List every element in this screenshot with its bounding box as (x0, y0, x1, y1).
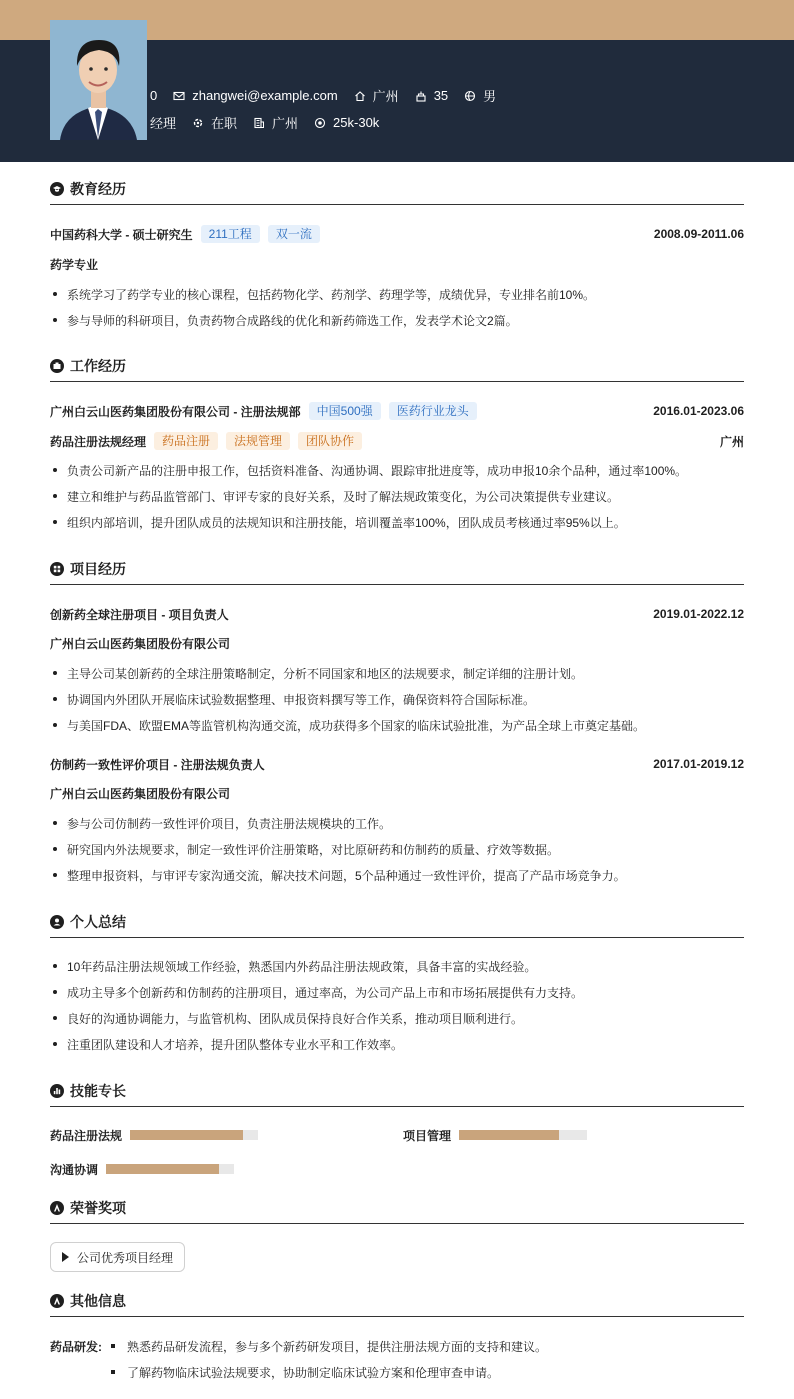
honors-section-title: 荣誉奖项 (50, 1199, 744, 1224)
work-city-value: 广州 (272, 116, 299, 131)
briefcase-icon (50, 359, 64, 373)
list-item: 成功主导多个创新药和仿制药的注册项目，通过率高，为公司产品上市和市场拓展提供有力支持。 (50, 984, 744, 1000)
company-tag: 医药行业龙头 (389, 402, 477, 420)
email-value: zhangwei@example.com (192, 88, 338, 103)
city-value: 广州 (372, 89, 399, 104)
list-item: 主导公司某创新药的全球注册策略制定，分析不同国家和地区的法规要求，制定详细的注册计划。 (50, 665, 744, 681)
job-title-item (150, 113, 176, 132)
graduation-cap-icon (50, 182, 64, 196)
job-row (150, 113, 395, 132)
skills-section-title: 技能专长 (50, 1082, 744, 1107)
projects-section-title: 项目经历 (50, 560, 744, 585)
position-name: 药品注册法规经理 (50, 434, 147, 449)
list-item: 了解药物临床试验法规要求，协助制定临床试验方案和伦理审查申请。 (111, 1364, 499, 1380)
skill-bar (106, 1164, 234, 1174)
list-item: 整理申报资料，与审评专家沟通交流，解决技术问题，5个品种通过一致性评价，提高了产品市场竞争力。 (50, 867, 744, 883)
phone-value: 0 (150, 88, 158, 103)
gender-item (464, 86, 496, 105)
education-major: 药学专业 (50, 257, 99, 272)
status-icon (192, 117, 204, 129)
work-city-item (253, 113, 298, 132)
salary-icon (314, 117, 326, 129)
skill-item: 项目管理 (403, 1127, 587, 1143)
job-title-value: 经理 (150, 116, 177, 131)
list-item: 熟悉药品研发流程，参与多个新药研发项目，提供注册法规方面的支持和建议。 (111, 1338, 547, 1354)
city-item (354, 86, 399, 105)
school-tag: 双一流 (268, 225, 320, 243)
status-item (192, 113, 237, 132)
work-location: 广州 (719, 434, 744, 449)
age-icon (415, 90, 427, 102)
skill-item: 沟通协调 (50, 1161, 234, 1177)
list-item: 建立和维护与药品监管部门、审评专家的良好关系，及时了解法规政策变化，为公司决策提供专业建议。 (50, 488, 744, 504)
work-header (50, 401, 744, 421)
work-position (50, 431, 744, 451)
project-date: 2017.01-2019.12 (653, 757, 744, 771)
email-item[interactable] (173, 88, 337, 103)
school-tag: 211工程 (201, 225, 260, 243)
position-tag: 法规管理 (226, 432, 290, 450)
avatar (50, 20, 147, 140)
company-tag: 中国500强 (309, 402, 381, 420)
other-section-title: 其他信息 (50, 1292, 744, 1317)
list-item: 协调国内外团队开展临床试验数据整理、申报资料撰写等工作，确保资料符合国际标准。 (50, 691, 744, 707)
list-item: 系统学习了药学专业的核心课程，包括药物化学、药剂学、药理学等，成绩优异，专业排名前10%。 (50, 286, 744, 302)
project-header (50, 755, 744, 773)
award-icon (50, 1201, 64, 1215)
skill-bar-fill (106, 1164, 219, 1174)
project-header (50, 605, 744, 623)
company-name: 广州白云山医药集团股份有限公司 - 注册法规部 (50, 404, 301, 419)
salary-value: 25k-30k (333, 115, 380, 130)
school-name: 中国药科大学 - 硕士研究生 (50, 227, 193, 242)
phone-item (150, 88, 157, 103)
position-tag: 团队协作 (298, 432, 362, 450)
education-date: 2008.09-2011.06 (653, 227, 744, 241)
project-name: 仿制药一致性评价项目 - 注册法规负责人 (50, 757, 265, 772)
summary-section-title: 个人总结 (50, 913, 744, 938)
building-icon (253, 117, 265, 129)
skill-bar (130, 1130, 258, 1140)
work-date: 2016.01-2023.06 (653, 404, 744, 418)
grid-icon (50, 562, 64, 576)
list-item: 组织内部培训，提升团队成员的法规知识和注册技能，培训覆盖率100%，团队成员考核通过率95%以上。 (50, 514, 744, 530)
skill-bar-fill (130, 1130, 243, 1140)
gender-value: 男 (483, 89, 497, 104)
gender-icon (464, 90, 476, 102)
age-item (415, 88, 448, 103)
contact-row (150, 86, 512, 105)
project-company: 广州白云山医药集团股份有限公司 (50, 786, 231, 801)
skill-bar-fill (459, 1130, 559, 1140)
other-label: 药品研发: (50, 1340, 102, 1354)
user-icon (50, 915, 64, 929)
education-header (50, 224, 744, 244)
age-value: 35 (433, 88, 449, 103)
project-company: 广州白云山医药集团股份有限公司 (50, 636, 231, 651)
salary-item (314, 115, 379, 130)
list-item: 与美国FDA、欧盟EMA等监管机构沟通交流，成功获得多个国家的临床试验批准，为产品全球上市奠定基础。 (50, 717, 744, 733)
work-section-title: 工作经历 (50, 357, 744, 382)
list-item: 10年药品注册法规领域工作经验，熟悉国内外药品注册法规政策，具备丰富的实战经验。 (50, 958, 744, 974)
list-item: 参与公司仿制药一致性评价项目，负责注册法规模块的工作。 (50, 815, 744, 831)
home-icon (354, 90, 366, 102)
list-item: 负责公司新产品的注册申报工作，包括资料准备、沟通协调、跟踪审批进度等，成功申报10余个品种，通过率100%。 (50, 462, 744, 478)
honor-item-toggle[interactable]: 公司优秀项目经理 (50, 1242, 185, 1272)
skill-bar (459, 1130, 587, 1140)
status-value: 在职 (211, 116, 238, 131)
mail-icon (173, 90, 185, 102)
list-item: 注重团队建设和人才培养，提升团队整体专业水平和工作效率。 (50, 1036, 744, 1052)
triangle-right-icon (62, 1252, 69, 1262)
list-item: 良好的沟通协调能力，与监管机构、团队成员保持良好合作关系，推动项目顺利进行。 (50, 1010, 744, 1026)
education-section-title: 教育经历 (50, 180, 744, 205)
list-item: 研究国内外法规要求，制定一致性评价注册策略，对比原研药和仿制药的质量、疗效等数据。 (50, 841, 744, 857)
bar-chart-icon (50, 1084, 64, 1098)
project-date: 2019.01-2022.12 (653, 607, 744, 621)
position-tag: 药品注册 (154, 432, 218, 450)
list-item: 参与导师的科研项目，负责药物合成路线的优化和新药筛选工作，发表学术论文2篇。 (50, 312, 744, 328)
skill-item: 药品注册法规 (50, 1127, 258, 1143)
project-name: 创新药全球注册项目 - 项目负责人 (50, 607, 229, 622)
info-icon (50, 1294, 64, 1308)
